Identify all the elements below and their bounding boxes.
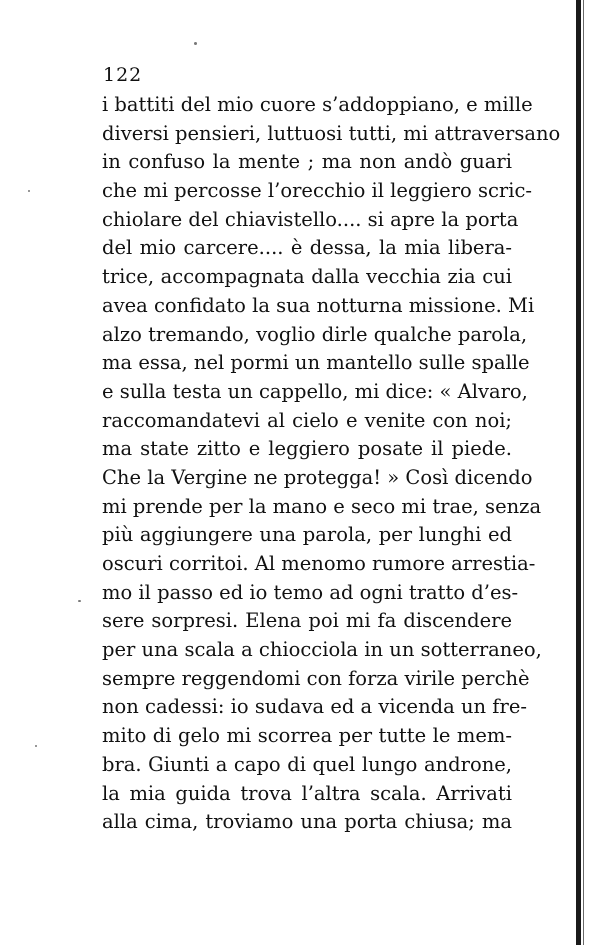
text-line: diversi pensieri, luttuosi tutti, mi attraversano: [102, 121, 561, 145]
body-text: [102, 91, 561, 837]
text-line: bra. Giunti a capo di quel lungo androne,: [102, 752, 512, 776]
text-line: ma state zitto e leggiero posate il piede.: [102, 437, 512, 461]
text-line: per una scala a chiocciola in un sotterraneo,: [102, 638, 542, 662]
text-line: la mia guida trova l’altra scala. Arrivati: [102, 781, 512, 805]
scan-speck: [194, 42, 197, 45]
text-line: raccomandatevi al cielo e venite con noi;: [102, 408, 512, 432]
text-line: trice, accompagnata dalla vecchia zia cui: [102, 265, 512, 289]
text-line: e sulla testa un cappello, mi dice: « Alvaro,: [102, 379, 528, 403]
text-line: i battiti del mio cuore s’addoppiano, e mille: [102, 93, 533, 116]
scan-speck: [28, 190, 30, 192]
text-line: mi prende per la mano e seco mi trae, senza: [102, 494, 542, 518]
text-line: sere sorpresi. Elena poi mi fa discendere: [102, 609, 512, 633]
text-line: alzo tremando, voglio dirle qualche parola,: [102, 322, 528, 346]
text-line: in confuso la mente ; ma non andò guari: [102, 150, 512, 174]
text-line: mo il passo ed io temo ad ogni tratto d’es-: [102, 580, 519, 604]
text-line: alla cima, troviamo una porta chiusa; ma: [102, 810, 512, 834]
text-line: ma essa, nel pormi un mantello sulle spalle: [102, 351, 530, 375]
text-line: che mi percosse l’orecchio il leggiero scric-: [102, 179, 532, 203]
text-line: chiolare del chiavistello.... si apre la porta: [102, 207, 519, 231]
text-line: Che la Vergine ne protegga! » Così dicendo: [102, 465, 533, 489]
text-line: sempre reggendomi con forza virile perchè: [102, 666, 530, 690]
text-line: del mio carcere.... è dessa, la mia libera-: [102, 236, 512, 260]
scan-speck: [78, 600, 81, 602]
scan-speck: [35, 745, 37, 747]
page-edge-line: [583, 0, 584, 945]
text-line: più aggiungere una parola, per lunghi ed: [102, 523, 512, 547]
page-number: 122: [103, 64, 143, 86]
page-gutter-shadow: [576, 0, 581, 945]
text-line: mito di gelo mi scorrea per tutte le mem-: [102, 724, 512, 748]
text-line: non cadessi: io sudava ed a vicenda un fre-: [102, 695, 527, 719]
text-line: oscuri corritoi. Al menomo rumore arrestia-: [102, 552, 536, 575]
text-line: avea confidato la sua notturna missione. Mi: [102, 293, 535, 317]
